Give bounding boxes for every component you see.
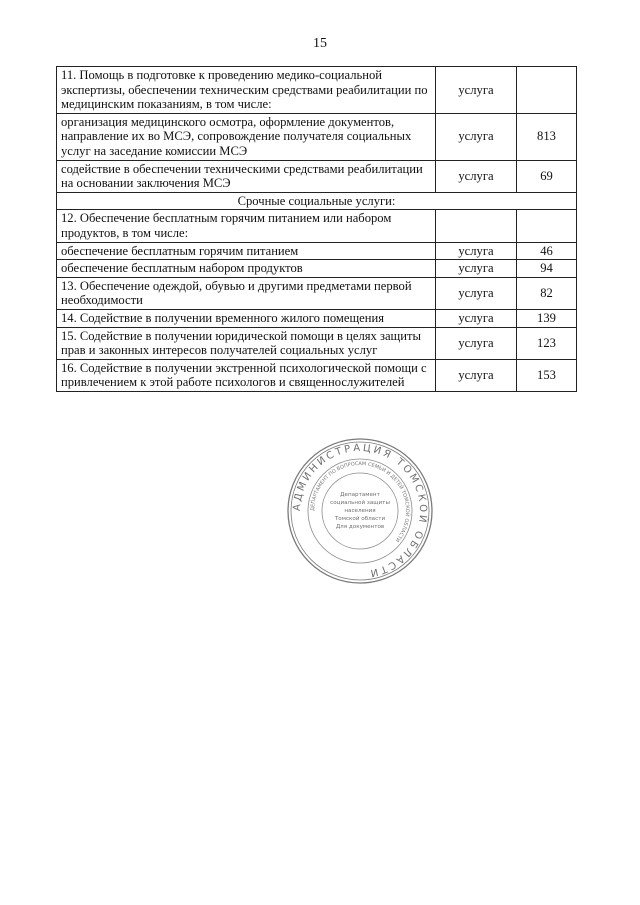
- unit-cell: услуга: [436, 67, 517, 114]
- unit-cell: [436, 210, 517, 242]
- service-name-cell: 13. Обеспечение одеждой, обувью и другими предметами первой необходимости: [57, 277, 436, 309]
- unit-cell: услуга: [436, 113, 517, 160]
- unit-cell: услуга: [436, 242, 517, 260]
- service-name-cell: обеспечение бесплатным набором продуктов: [57, 260, 436, 278]
- table-row: [57, 113, 577, 160]
- table-row: [57, 309, 577, 327]
- table-row: [57, 260, 577, 278]
- value-cell: 46: [517, 242, 577, 260]
- unit-cell: услуга: [436, 277, 517, 309]
- service-name-cell: 11. Помощь в подготовке к проведению медико-социальной экспертизы, обеспечении техническим средствами реабилитации по медицинским показаниям, в том числе:: [57, 67, 436, 114]
- value-cell: 153: [517, 359, 577, 391]
- service-name-cell: содействие в обеспечении техническими средствами реабилитации на основании заключения МСЭ: [57, 160, 436, 192]
- table-row: [57, 67, 577, 114]
- page-number: 15: [313, 36, 327, 51]
- service-name-cell: 15. Содействие в получении юридической помощи в целях защиты прав и законных интересов получателей социальных услуг: [57, 327, 436, 359]
- value-cell: 69: [517, 160, 577, 192]
- table-row: [57, 192, 577, 210]
- stamp-center-line: Для документов: [335, 524, 385, 530]
- table-row: [57, 327, 577, 359]
- value-cell: [517, 67, 577, 114]
- stamp-center-line: социальной защиты: [330, 500, 390, 506]
- unit-cell: услуга: [436, 359, 517, 391]
- value-cell: 82: [517, 277, 577, 309]
- stamp-outer-text: АДМИНИСТРАЦИЯ ТОМСКОЙ ОБЛАСТИ: [291, 442, 429, 579]
- value-cell: 94: [517, 260, 577, 278]
- services-table: [56, 66, 577, 392]
- table-row: [57, 160, 577, 192]
- service-name-cell: организация медицинского осмотра, оформление документов, направление их во МСЭ, сопровождение получателя социальных услуг на заседание комиссии МСЭ: [57, 113, 436, 160]
- unit-cell: услуга: [436, 160, 517, 192]
- unit-cell: услуга: [436, 260, 517, 278]
- service-name-cell: 14. Содействие в получении временного жилого помещения: [57, 309, 436, 327]
- table-row: [57, 277, 577, 309]
- value-cell: 139: [517, 309, 577, 327]
- stamp-inner-text: ДЕПАРТАМЕНТ ПО ВОПРОСАМ СЕМЬИ И ДЕТЕЙ ТОМСКОЙ ОБЛАСТИ: [309, 460, 411, 543]
- table-row: [57, 210, 577, 242]
- unit-cell: услуга: [436, 309, 517, 327]
- stamp-center-line: Томской области: [334, 516, 386, 522]
- stamp-center-line: Департамент: [340, 492, 380, 498]
- section-heading: Срочные социальные услуги:: [57, 192, 577, 210]
- table-row: [57, 359, 577, 391]
- service-name-cell: 12. Обеспечение бесплатным горячим питанием или набором продуктов, в том числе:: [57, 210, 436, 242]
- official-stamp: [285, 436, 435, 586]
- value-cell: 813: [517, 113, 577, 160]
- value-cell: 123: [517, 327, 577, 359]
- table-row: [57, 242, 577, 260]
- unit-cell: услуга: [436, 327, 517, 359]
- stamp-center-line: населения: [344, 508, 376, 514]
- service-name-cell: обеспечение бесплатным горячим питанием: [57, 242, 436, 260]
- value-cell: [517, 210, 577, 242]
- service-name-cell: 16. Содействие в получении экстренной психологической помощи с привлечением к этой работе психологов и священнослужителей: [57, 359, 436, 391]
